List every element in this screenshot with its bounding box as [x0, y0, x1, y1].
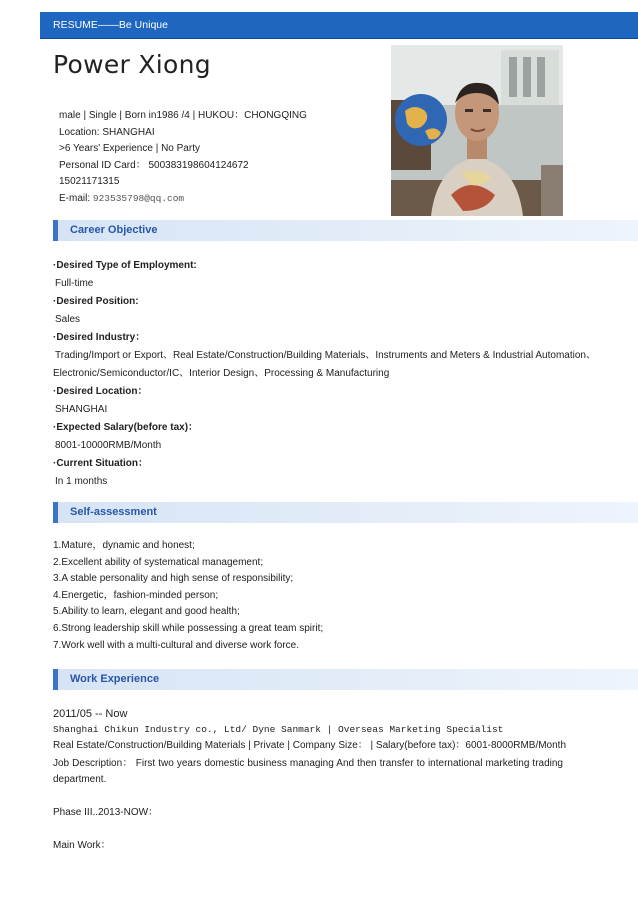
personal-info — [59, 108, 379, 208]
work-company: Shanghai Chikun Industry co., Ltd/ Dyne Sanmark | Overseas Marketing Specialist — [53, 724, 504, 735]
position-label: ·Desired Position: — [53, 296, 139, 307]
location-label: ·Desired Location： — [53, 386, 148, 397]
info-experience: >6 Years' Experience | No Party — [59, 143, 200, 155]
situation-value: In 1 months — [55, 476, 108, 487]
location-value: SHANGHAI — [55, 404, 108, 415]
info-id-card: Personal ID Card： 500383198604124672 — [59, 159, 249, 171]
list-item: 2.Excellent ability of systematical management; — [53, 556, 264, 568]
section-header-self-assessment — [53, 502, 638, 523]
info-phone: 15021171315 — [59, 176, 120, 188]
work-experience-content — [53, 706, 567, 854]
section-accent-bar — [53, 220, 58, 241]
salary-label: ·Expected Salary(before tax)： — [53, 422, 199, 433]
section-title: Self-assessment — [70, 506, 157, 518]
situation-label: ·Current Situation： — [53, 458, 148, 469]
profile-photo-image — [391, 45, 563, 216]
section-header-work-experience — [53, 669, 638, 690]
employment-type-label: ·Desired Type of Employment: — [53, 260, 197, 271]
info-location: Location: SHANGHAI — [59, 126, 155, 138]
info-basic: male | Single | Born in1986 /4 | HUKOU：CHONGQING — [59, 110, 307, 121]
industry-value-line2: Electronic/Semiconductor/IC、Interior Design、Processing & Manufacturing — [53, 368, 390, 379]
work-details: Real Estate/Construction/Building Materials | Private | Company Size： | Salary(before tax)：6001-8000RMB/Month — [53, 740, 567, 751]
list-item: 1.Mature，dynamic and honest; — [53, 540, 195, 551]
list-item: 3.A stable personality and high sense of responsibility; — [53, 573, 294, 585]
list-item: 4.Energetic，fashion-minded person; — [53, 589, 219, 601]
section-title: Career Objective — [70, 224, 158, 236]
section-header-career-objective — [53, 220, 638, 241]
resume-header-label: RESUME——Be Unique — [53, 19, 168, 31]
profile-photo — [391, 45, 563, 216]
section-title: Work Experience — [70, 673, 160, 685]
list-item: 7.Work well with a multi-cultural and diverse work force. — [53, 639, 300, 651]
work-description: Job Description： First two years domestic business managing And then transfer to international marketing trading department. — [53, 758, 563, 785]
industry-value-line1: Trading/Import or Export、Real Estate/Construction/Building Materials、Instruments and Meters & Industrial Automation、 — [55, 350, 596, 361]
salary-value: 8001-10000RMB/Month — [55, 440, 162, 451]
email-link[interactable]: 923535798@qq.com — [92, 192, 185, 204]
self-assessment-list — [53, 538, 573, 654]
work-main-work: Main Work： — [53, 840, 111, 851]
position-value: Sales — [55, 314, 81, 325]
list-item: 6.Strong leadership skill while possessing a great team spirit; — [53, 622, 324, 634]
section-accent-bar — [53, 669, 58, 690]
employment-type-value: Full-time — [55, 278, 94, 289]
industry-label: ·Desired Industry： — [53, 332, 146, 343]
candidate-name: Power Xiong — [53, 50, 211, 79]
work-date-range: 2011/05 -- Now — [53, 708, 128, 720]
resume-header-bar — [40, 12, 638, 39]
email-label: E-mail: — [59, 192, 93, 204]
info-email — [59, 191, 379, 208]
list-item: 5.Ability to learn, elegant and good health; — [53, 606, 240, 618]
career-objective-content — [53, 257, 596, 491]
work-phase: Phase III..2013-NOW： — [53, 807, 159, 818]
section-accent-bar — [53, 502, 58, 523]
